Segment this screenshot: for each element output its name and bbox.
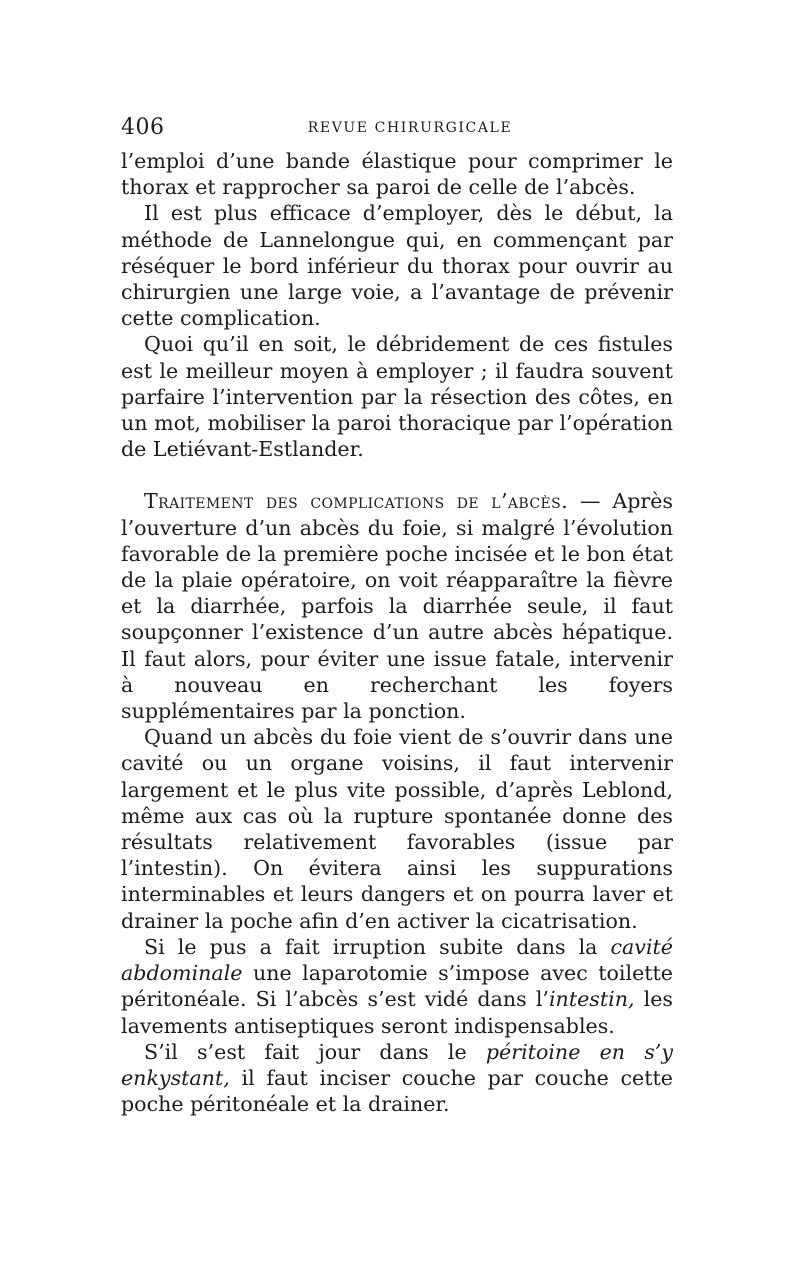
section-heading: Traitement des complications de l’abcès. [144, 489, 569, 514]
paragraph-7-part-a: S’il s’est fait jour dans le [144, 1039, 486, 1064]
page-number: 406 [121, 115, 165, 140]
paragraph-7-part-b: il faut inciser couche par couche cette poche péritonéale et la drainer. [121, 1065, 673, 1117]
running-head [121, 113, 673, 143]
paragraph-7 [121, 1039, 673, 1118]
running-title: REVUE CHIRURGICALE [307, 120, 513, 136]
paragraph-4 [121, 488, 673, 724]
paragraph-3: Quoi qu’il en soit, le débridement de ces fistules est le meilleur moyen à employer ; il faudra souvent parfaire l’intervention par la résection des côtes, en un mot, mobiliser la paroi thoracique par l’opération de Letiévant-Estlander. [121, 332, 673, 462]
paragraph-6-part-c: les lavements antiseptiques seront indispensables. [121, 987, 673, 1038]
paragraph-4-text: — Après l’ouverture d’un abcès du foie, si malgré l’évolution favorable de la première poche incisée et le bon état de la plaie opératoire, on voit réapparaître la fièvre et la diarrhée, parfois la diarrhée seule, il faut soupçonner l’existence d’un autre abcès hépatique. Il faut alors, pour éviter une issue fatale, intervenir à nouveau en recherchant les foyers supplémentaires par la ponction. [121, 489, 673, 724]
emphasis-intestin: intestin, [548, 987, 635, 1012]
paragraph-2: Il est plus efficace d’employer, dès le début, la méthode de Lannelongue qui, en commençant par réséquer le bord inférieur du thorax pour ouvrir au chirurgien une large voie, a l’avantage de prévenir cette complication. [121, 201, 673, 331]
paragraph-5: Quand un abcès du foie vient de s’ouvrir dans une cavité ou un organe voisins, il faut intervenir largement et le plus vite possible, d’après Leblond, même aux cas où la rupture spontanée donne des résultats relativement favorables (issue par l’intestin). On évitera ainsi les suppurations interminables et leurs dangers et on pourra laver et drainer la poche afin d’en activer la cicatrisation. [121, 725, 673, 933]
body-text [121, 148, 673, 1117]
paragraph-6 [121, 934, 673, 1039]
emphasis-cavite-abdominale: cavité abdominale [121, 934, 673, 986]
paragraph-6-part-a: Si le pus a fait irruption subite dans la [144, 934, 611, 959]
emphasis-peritoine: péritoine en s’y enkystant, [121, 1039, 673, 1090]
paragraph-1: l’emploi d’une bande élastique pour comprimer le thorax et rapprocher sa paroi de celle de l’abcès. [121, 149, 673, 200]
paragraph-6-part-b: une laparotomie s’impose avec toilette péritonéale. Si l’abcès s’est vidé dans l’ [121, 961, 673, 1012]
